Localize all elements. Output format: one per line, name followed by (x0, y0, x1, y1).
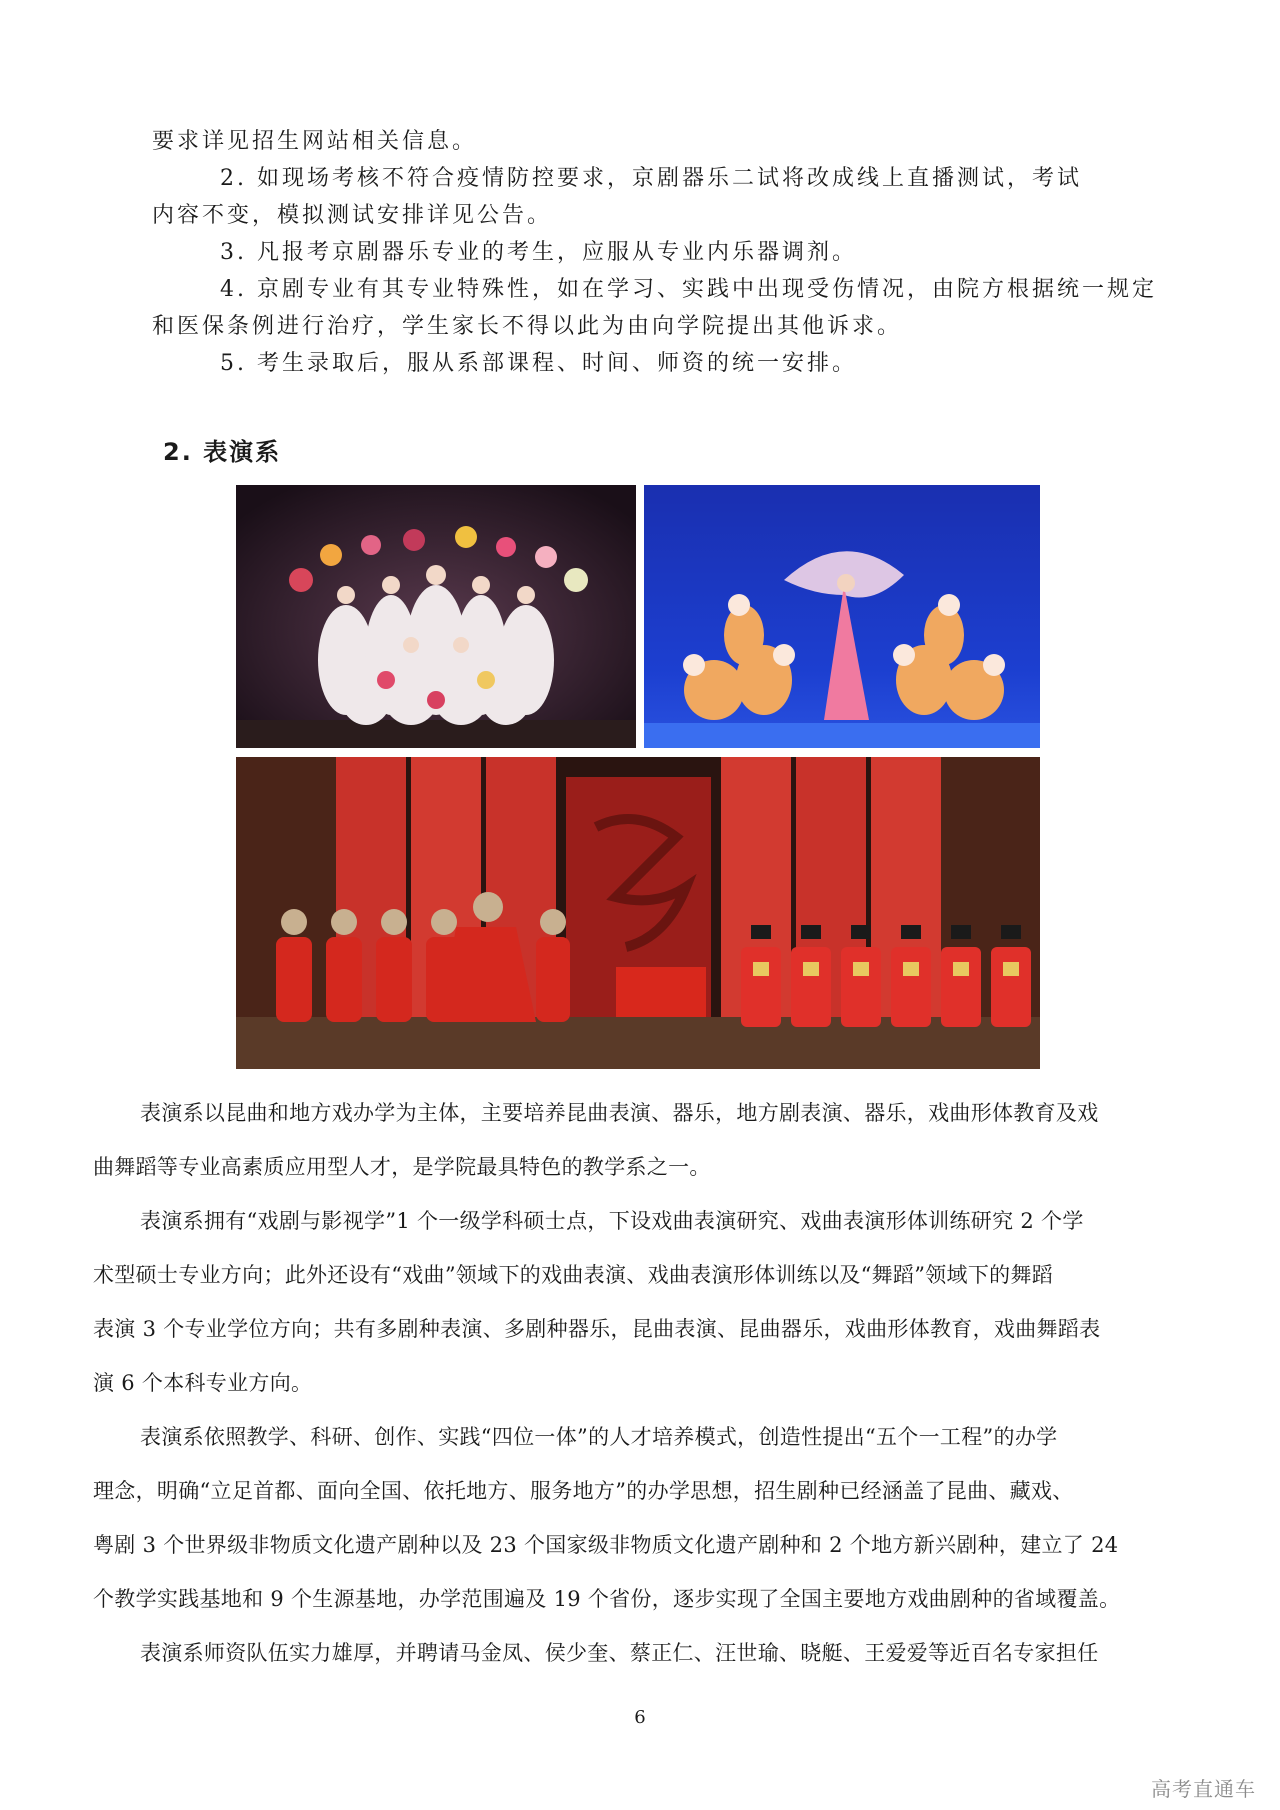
paragraph-line: 表演系师资队伍实力雄厚，并聘请马金凤、侯少奎、蔡正仁、汪世瑜、晓艇、王爱爱等近百名专家担任 (140, 1641, 1099, 1665)
paragraph-line: 理念，明确“立足首都、面向全国、依托地方、服务地方”的办学思想，招生剧种已经涵盖了昆曲、藏戏、 (93, 1479, 1074, 1503)
paragraph-line: 曲舞蹈等专业高素质应用型人才，是学院最具特色的教学系之一。 (93, 1155, 711, 1179)
paragraph-line: 表演系以昆曲和地方戏办学为主体，主要培养昆曲表演、器乐，地方剧表演、器乐，戏曲形体教育及戏 (140, 1101, 1099, 1125)
section-title: 2. 表演系 (163, 438, 282, 466)
performance-photo-flowers (236, 485, 636, 748)
paragraph-line: 表演 3 个专业学位方向；共有多剧种表演、多剧种器乐，昆曲表演、昆曲器乐，戏曲形体教育，戏曲舞蹈表 (93, 1317, 1101, 1341)
paragraph-line: 演 6 个本科专业方向。 (93, 1371, 313, 1395)
watermark: 高考直通车 (1151, 1777, 1256, 1801)
requirement-line: 4. 京剧专业有其专业特殊性，如在学习、实践中出现受伤情况，由院方根据统一规定 (220, 277, 1157, 302)
requirement-line: 5. 考生录取后，服从系部课程、时间、师资的统一安排。 (220, 351, 857, 376)
paragraph-line: 粤剧 3 个世界级非物质文化遗产剧种以及 23 个国家级非物质文化遗产剧种和 2 个地方新兴剧种，建立了 24 (93, 1533, 1119, 1557)
paragraph-line: 表演系拥有“戏剧与影视学”1 个一级学科硕士点，下设戏曲表演研究、戏曲表演形体训练研究 2 个学 (140, 1209, 1084, 1233)
requirement-line: 内容不变，模拟测试安排详见公告。 (152, 203, 553, 228)
requirement-line: 要求详见招生网站相关信息。 (152, 129, 478, 154)
performance-photo-ensemble (236, 757, 1040, 1069)
paragraph-line: 表演系依照教学、科研、创作、实践“四位一体”的人才培养模式，创造性提出“五个一工程”的办学 (140, 1425, 1058, 1449)
paragraph-line: 个教学实践基地和 9 个生源基地，办学范围遍及 19 个省份，逐步实现了全国主要地方戏曲剧种的省域覆盖。 (93, 1587, 1121, 1611)
requirement-line: 2. 如现场考核不符合疫情防控要求，京剧器乐二试将改成线上直播测试，考试 (220, 166, 1082, 191)
performance-photo-dance (644, 485, 1040, 748)
requirement-line: 3. 凡报考京剧器乐专业的考生，应服从专业内乐器调剂。 (220, 240, 857, 265)
requirement-line: 和医保条例进行治疗，学生家长不得以此为由向学院提出其他诉求。 (152, 314, 903, 339)
page-number: 6 (634, 1707, 646, 1728)
paragraph-line: 术型硕士专业方向；此外还设有“戏曲”领域下的戏曲表演、戏曲表演形体训练以及“舞蹈”领域下的舞蹈 (93, 1263, 1054, 1287)
